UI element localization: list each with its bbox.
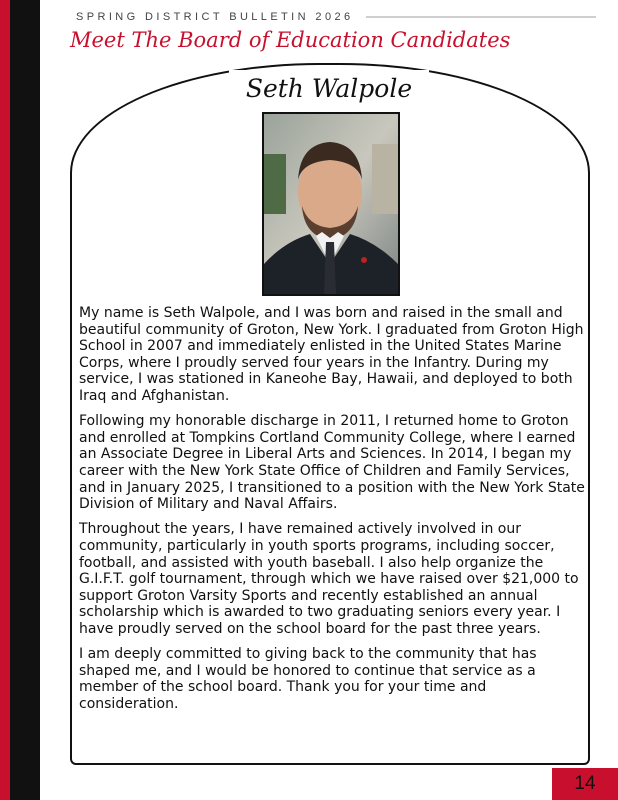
candidate-name: Seth Walpole xyxy=(229,70,429,110)
statement-paragraph-1: My name is Seth Walpole, and I was born and raised in the small and beautiful community of Groton, New York. I graduated from Groton High School in 2007 and immediately enlisted in the United States Marine Corps, where I proudly served four years in the Infantry. During my service, I was stationed in Kaneohe Bay, Hawaii, and deployed to both Iraq and Afghanistan. xyxy=(79,305,584,404)
header-divider xyxy=(366,16,596,18)
portrait-icon xyxy=(264,114,398,294)
statement-paragraph-3: Throughout the years, I have remained actively involved in our community, particularly in youth sports programs, including soccer, football, and assisted with youth baseball. I also help organize the G.I.F.T. golf tournament, through which we have raised over $21,000 to support Groton Varsity Sports and recently established an annual scholarship which is awarded to two graduating seniors every year. I have proudly served on the school board for the past three years. xyxy=(79,521,579,637)
left-accent-bar-gap xyxy=(40,0,43,800)
section-title: Meet The Board of Education Candidates xyxy=(70,28,511,52)
page-number-badge: 14 xyxy=(552,768,618,800)
statement-paragraph-4: I am deeply committed to giving back to the community that has shaped me, and I would be honored to continue that service as a member of the school board. Thank you for your time and consideration. xyxy=(79,646,537,712)
left-accent-bar-black xyxy=(10,0,40,800)
candidate-photo xyxy=(262,112,400,296)
statement-paragraph-2: Following my honorable discharge in 2011, I returned home to Groton and enrolled at Tompkins Cortland Community College, where I earned an Associate Degree in Liberal Arts and Sciences. In 2014, I began my career with the New York State Office of Children and Family Services, and in January 2025, I transitioned to a position with the New York State Division of Military and Naval Affairs. xyxy=(79,413,585,513)
candidate-statement xyxy=(79,305,589,721)
bulletin-title: SPRING DISTRICT BULLETIN 2026 xyxy=(76,11,354,23)
left-accent-bar-red xyxy=(0,0,10,800)
bulletin-header xyxy=(76,8,596,26)
